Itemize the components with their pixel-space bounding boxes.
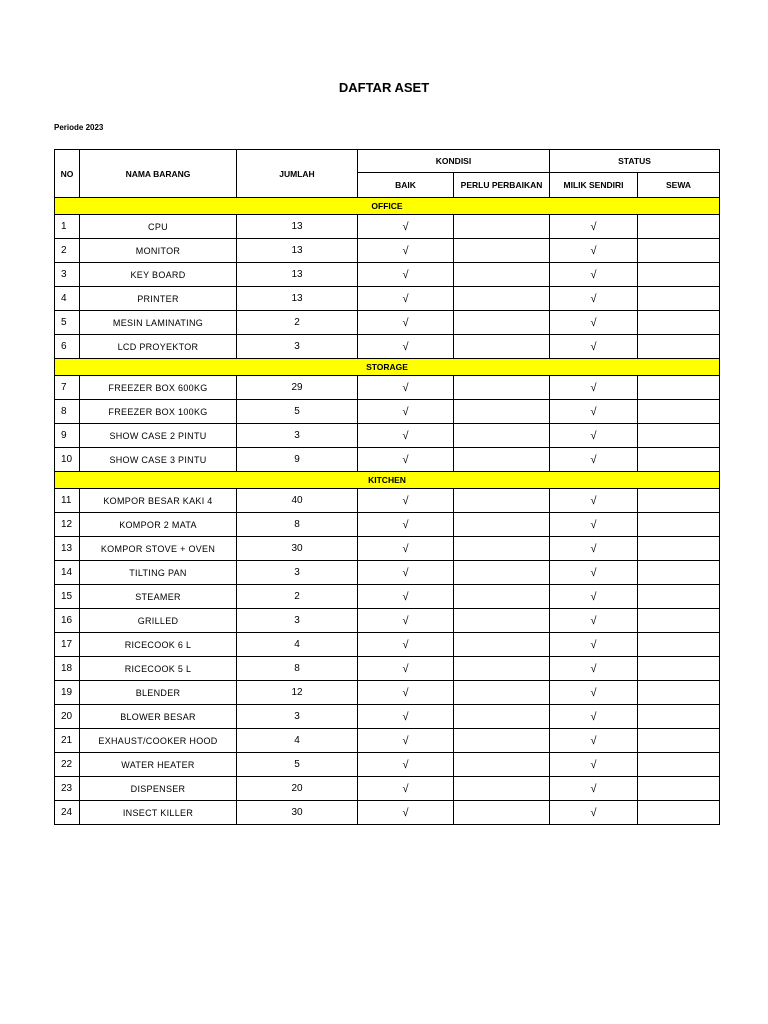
cell-sewa xyxy=(638,585,720,609)
cell-sewa xyxy=(638,609,720,633)
cell-sewa xyxy=(638,681,720,705)
cell-milik-sendiri: √ xyxy=(550,400,638,424)
cell-qty: 4 xyxy=(237,633,358,657)
cell-milik-sendiri: √ xyxy=(550,287,638,311)
cell-qty: 13 xyxy=(237,287,358,311)
table-row xyxy=(55,609,720,633)
table-row xyxy=(55,561,720,585)
table-row xyxy=(55,801,720,825)
cell-name: BLENDER xyxy=(80,681,237,705)
table-row xyxy=(55,729,720,753)
cell-sewa xyxy=(638,448,720,472)
cell-perlu-perbaikan xyxy=(454,585,550,609)
cell-name: EXHAUST/COOKER HOOD xyxy=(80,729,237,753)
cell-no: 13 xyxy=(55,537,80,561)
cell-qty: 3 xyxy=(237,705,358,729)
table-row xyxy=(55,400,720,424)
cell-milik-sendiri: √ xyxy=(550,753,638,777)
header-sewa: SEWA xyxy=(638,173,720,198)
cell-baik: √ xyxy=(358,729,454,753)
header-milik-sendiri: MILIK SENDIRI xyxy=(550,173,638,198)
cell-perlu-perbaikan xyxy=(454,215,550,239)
header-status: STATUS xyxy=(550,150,720,173)
cell-milik-sendiri: √ xyxy=(550,448,638,472)
cell-baik: √ xyxy=(358,777,454,801)
cell-no: 7 xyxy=(55,376,80,400)
cell-baik: √ xyxy=(358,239,454,263)
header-name: NAMA BARANG xyxy=(80,150,237,198)
section-label: OFFICE xyxy=(55,198,720,215)
table-row xyxy=(55,448,720,472)
table-row xyxy=(55,311,720,335)
cell-milik-sendiri: √ xyxy=(550,561,638,585)
cell-perlu-perbaikan xyxy=(454,311,550,335)
cell-milik-sendiri: √ xyxy=(550,681,638,705)
table-row xyxy=(55,681,720,705)
cell-qty: 4 xyxy=(237,729,358,753)
cell-sewa xyxy=(638,633,720,657)
table-row xyxy=(55,239,720,263)
table-row xyxy=(55,335,720,359)
cell-sewa xyxy=(638,287,720,311)
cell-qty: 3 xyxy=(237,424,358,448)
cell-name: KOMPOR STOVE + OVEN xyxy=(80,537,237,561)
cell-no: 22 xyxy=(55,753,80,777)
cell-no: 8 xyxy=(55,400,80,424)
cell-qty: 29 xyxy=(237,376,358,400)
asset-table xyxy=(54,149,720,825)
cell-no: 17 xyxy=(55,633,80,657)
cell-milik-sendiri: √ xyxy=(550,376,638,400)
cell-milik-sendiri: √ xyxy=(550,335,638,359)
table-row xyxy=(55,777,720,801)
cell-name: KOMPOR BESAR KAKI 4 xyxy=(80,489,237,513)
cell-sewa xyxy=(638,311,720,335)
cell-name: STEAMER xyxy=(80,585,237,609)
cell-no: 5 xyxy=(55,311,80,335)
cell-sewa xyxy=(638,489,720,513)
cell-milik-sendiri: √ xyxy=(550,585,638,609)
cell-perlu-perbaikan xyxy=(454,801,550,825)
cell-milik-sendiri: √ xyxy=(550,239,638,263)
cell-no: 18 xyxy=(55,657,80,681)
cell-qty: 9 xyxy=(237,448,358,472)
cell-perlu-perbaikan xyxy=(454,753,550,777)
cell-baik: √ xyxy=(358,585,454,609)
cell-sewa xyxy=(638,561,720,585)
cell-qty: 3 xyxy=(237,609,358,633)
cell-milik-sendiri: √ xyxy=(550,424,638,448)
cell-perlu-perbaikan xyxy=(454,777,550,801)
cell-perlu-perbaikan xyxy=(454,609,550,633)
table-row xyxy=(55,215,720,239)
cell-baik: √ xyxy=(358,537,454,561)
cell-sewa xyxy=(638,263,720,287)
cell-sewa xyxy=(638,376,720,400)
cell-no: 21 xyxy=(55,729,80,753)
cell-sewa xyxy=(638,729,720,753)
cell-name: BLOWER BESAR xyxy=(80,705,237,729)
cell-qty: 13 xyxy=(237,263,358,287)
cell-perlu-perbaikan xyxy=(454,657,550,681)
cell-milik-sendiri: √ xyxy=(550,777,638,801)
cell-sewa xyxy=(638,657,720,681)
cell-perlu-perbaikan xyxy=(454,239,550,263)
header-row-1 xyxy=(55,150,720,173)
cell-sewa xyxy=(638,239,720,263)
cell-name: CPU xyxy=(80,215,237,239)
cell-perlu-perbaikan xyxy=(454,513,550,537)
cell-baik: √ xyxy=(358,681,454,705)
table-row xyxy=(55,287,720,311)
cell-no: 23 xyxy=(55,777,80,801)
cell-qty: 30 xyxy=(237,801,358,825)
cell-sewa xyxy=(638,801,720,825)
header-perlu-perbaikan: PERLU PERBAIKAN xyxy=(454,173,550,198)
cell-qty: 3 xyxy=(237,561,358,585)
cell-no: 6 xyxy=(55,335,80,359)
cell-baik: √ xyxy=(358,335,454,359)
cell-perlu-perbaikan xyxy=(454,537,550,561)
cell-qty: 12 xyxy=(237,681,358,705)
cell-name: KEY BOARD xyxy=(80,263,237,287)
cell-perlu-perbaikan xyxy=(454,263,550,287)
cell-baik: √ xyxy=(358,215,454,239)
cell-baik: √ xyxy=(358,513,454,537)
cell-sewa xyxy=(638,424,720,448)
cell-perlu-perbaikan xyxy=(454,729,550,753)
cell-baik: √ xyxy=(358,400,454,424)
cell-sewa xyxy=(638,705,720,729)
cell-qty: 8 xyxy=(237,513,358,537)
cell-milik-sendiri: √ xyxy=(550,489,638,513)
cell-sewa xyxy=(638,753,720,777)
cell-milik-sendiri: √ xyxy=(550,729,638,753)
cell-milik-sendiri: √ xyxy=(550,801,638,825)
cell-name: SHOW CASE 3 PINTU xyxy=(80,448,237,472)
cell-no: 20 xyxy=(55,705,80,729)
cell-no: 19 xyxy=(55,681,80,705)
cell-name: LCD PROYEKTOR xyxy=(80,335,237,359)
cell-name: KOMPOR 2 MATA xyxy=(80,513,237,537)
cell-name: MONITOR xyxy=(80,239,237,263)
table-body xyxy=(55,198,720,825)
header-qty: JUMLAH xyxy=(237,150,358,198)
cell-baik: √ xyxy=(358,753,454,777)
section-label: KITCHEN xyxy=(55,472,720,489)
cell-milik-sendiri: √ xyxy=(550,513,638,537)
cell-name: GRILLED xyxy=(80,609,237,633)
cell-name: TILTING PAN xyxy=(80,561,237,585)
cell-name: RICECOOK 5 L xyxy=(80,657,237,681)
cell-baik: √ xyxy=(358,448,454,472)
cell-no: 9 xyxy=(55,424,80,448)
table-row xyxy=(55,424,720,448)
cell-perlu-perbaikan xyxy=(454,705,550,729)
cell-baik: √ xyxy=(358,287,454,311)
cell-qty: 2 xyxy=(237,311,358,335)
cell-perlu-perbaikan xyxy=(454,424,550,448)
cell-qty: 3 xyxy=(237,335,358,359)
cell-baik: √ xyxy=(358,424,454,448)
cell-milik-sendiri: √ xyxy=(550,215,638,239)
table-row xyxy=(55,633,720,657)
cell-sewa xyxy=(638,777,720,801)
cell-milik-sendiri: √ xyxy=(550,311,638,335)
table-row xyxy=(55,753,720,777)
cell-baik: √ xyxy=(358,263,454,287)
cell-sewa xyxy=(638,400,720,424)
cell-perlu-perbaikan xyxy=(454,287,550,311)
cell-name: SHOW CASE 2 PINTU xyxy=(80,424,237,448)
cell-sewa xyxy=(638,513,720,537)
table-row xyxy=(55,537,720,561)
cell-perlu-perbaikan xyxy=(454,561,550,585)
table-row xyxy=(55,263,720,287)
cell-sewa xyxy=(638,215,720,239)
cell-qty: 5 xyxy=(237,400,358,424)
cell-no: 2 xyxy=(55,239,80,263)
cell-sewa xyxy=(638,537,720,561)
cell-baik: √ xyxy=(358,801,454,825)
table-row xyxy=(55,513,720,537)
page-title: DAFTAR ASET xyxy=(338,80,430,95)
cell-milik-sendiri: √ xyxy=(550,263,638,287)
cell-milik-sendiri: √ xyxy=(550,537,638,561)
cell-no: 12 xyxy=(55,513,80,537)
cell-milik-sendiri: √ xyxy=(550,657,638,681)
cell-name: PRINTER xyxy=(80,287,237,311)
cell-perlu-perbaikan xyxy=(454,376,550,400)
header-kondisi: KONDISI xyxy=(358,150,550,173)
section-label: STORAGE xyxy=(55,359,720,376)
cell-no: 11 xyxy=(55,489,80,513)
cell-no: 24 xyxy=(55,801,80,825)
cell-baik: √ xyxy=(358,633,454,657)
cell-no: 15 xyxy=(55,585,80,609)
cell-qty: 40 xyxy=(237,489,358,513)
cell-perlu-perbaikan xyxy=(454,448,550,472)
cell-baik: √ xyxy=(358,609,454,633)
cell-qty: 20 xyxy=(237,777,358,801)
table-row xyxy=(55,489,720,513)
cell-qty: 13 xyxy=(237,215,358,239)
cell-perlu-perbaikan xyxy=(454,681,550,705)
cell-milik-sendiri: √ xyxy=(550,705,638,729)
table-row xyxy=(55,705,720,729)
cell-perlu-perbaikan xyxy=(454,400,550,424)
cell-name: DISPENSER xyxy=(80,777,237,801)
cell-qty: 13 xyxy=(237,239,358,263)
header-no: NO xyxy=(55,150,80,198)
cell-perlu-perbaikan xyxy=(454,633,550,657)
cell-milik-sendiri: √ xyxy=(550,633,638,657)
period-label: Periode 2023 xyxy=(54,123,104,132)
cell-perlu-perbaikan xyxy=(454,335,550,359)
cell-name: WATER HEATER xyxy=(80,753,237,777)
cell-qty: 5 xyxy=(237,753,358,777)
section-row-office xyxy=(55,198,720,215)
cell-name: FREEZER BOX 600KG xyxy=(80,376,237,400)
cell-qty: 8 xyxy=(237,657,358,681)
section-row-kitchen xyxy=(55,472,720,489)
cell-name: MESIN LAMINATING xyxy=(80,311,237,335)
cell-no: 16 xyxy=(55,609,80,633)
cell-sewa xyxy=(638,335,720,359)
table-row xyxy=(55,657,720,681)
header-baik: BAIK xyxy=(358,173,454,198)
cell-name: FREEZER BOX 100KG xyxy=(80,400,237,424)
cell-milik-sendiri: √ xyxy=(550,609,638,633)
cell-baik: √ xyxy=(358,657,454,681)
cell-baik: √ xyxy=(358,311,454,335)
cell-baik: √ xyxy=(358,705,454,729)
cell-no: 14 xyxy=(55,561,80,585)
cell-no: 3 xyxy=(55,263,80,287)
cell-baik: √ xyxy=(358,376,454,400)
cell-name: INSECT KILLER xyxy=(80,801,237,825)
table-row xyxy=(55,585,720,609)
cell-baik: √ xyxy=(358,561,454,585)
cell-qty: 30 xyxy=(237,537,358,561)
cell-no: 4 xyxy=(55,287,80,311)
section-row-storage xyxy=(55,359,720,376)
cell-name: RICECOOK 6 L xyxy=(80,633,237,657)
cell-perlu-perbaikan xyxy=(454,489,550,513)
cell-no: 10 xyxy=(55,448,80,472)
cell-qty: 2 xyxy=(237,585,358,609)
table-row xyxy=(55,376,720,400)
cell-no: 1 xyxy=(55,215,80,239)
cell-baik: √ xyxy=(358,489,454,513)
